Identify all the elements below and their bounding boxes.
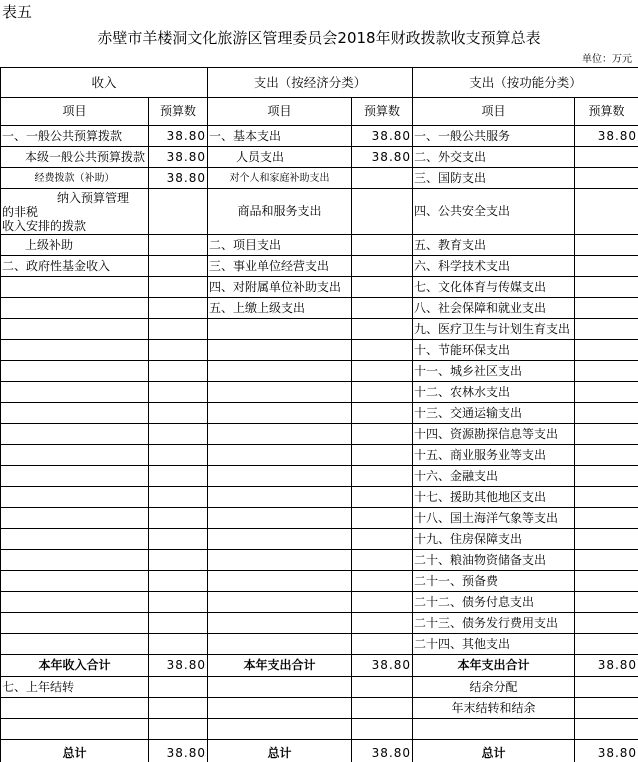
- income-budget: [149, 445, 208, 466]
- table-row: [1, 168, 638, 189]
- econ-budget: [352, 592, 413, 613]
- spacer-row: [1, 719, 638, 740]
- col-item-header: 项目: [413, 98, 575, 126]
- econ-budget: [352, 340, 413, 361]
- budget-table: [0, 67, 638, 762]
- econ-item: [208, 445, 352, 466]
- table-row: [1, 403, 638, 424]
- func-budget: [575, 508, 638, 529]
- income-item: [1, 340, 149, 361]
- income-budget: [149, 319, 208, 340]
- income-budget: [149, 189, 208, 235]
- income-item: [1, 466, 149, 487]
- func-item: 二十二、债务付息支出: [413, 592, 575, 613]
- income-item: [1, 445, 149, 466]
- func-item: 十六、金融支出: [413, 466, 575, 487]
- empty-cell: [208, 677, 352, 698]
- econ-item: [208, 487, 352, 508]
- income-item: [1, 382, 149, 403]
- grand-total-value: 38.80: [352, 740, 413, 762]
- empty-cell: [1, 719, 149, 740]
- econ-item: [208, 382, 352, 403]
- func-item: 二、外交支出: [413, 147, 575, 168]
- table-row: [1, 235, 638, 256]
- func-budget: [575, 147, 638, 168]
- table-row: [1, 445, 638, 466]
- table-row: [1, 147, 638, 168]
- econ-item: 人员支出: [208, 147, 352, 168]
- func-budget: [575, 613, 638, 634]
- table-row: [1, 571, 638, 592]
- section-header-row: [1, 68, 638, 98]
- func-budget: [575, 466, 638, 487]
- income-item: 经费拨款（补助）: [1, 168, 149, 189]
- col-budget-header: 预算数: [149, 98, 208, 126]
- econ-budget: [352, 361, 413, 382]
- econ-item: [208, 571, 352, 592]
- empty-cell: [413, 719, 575, 740]
- income-item: [1, 403, 149, 424]
- func-item: 十四、资源勘探信息等支出: [413, 424, 575, 445]
- func-budget: 38.80: [575, 126, 638, 147]
- econ-budget: [352, 256, 413, 277]
- year-end-carry: 年末结转和结余: [413, 698, 575, 719]
- func-item: 六、科学技术支出: [413, 256, 575, 277]
- empty-cell: [149, 719, 208, 740]
- income-item-line: 收入安排的拨款: [2, 219, 87, 233]
- table-row: [1, 319, 638, 340]
- func-item: 十一、城乡社区支出: [413, 361, 575, 382]
- table-row: [1, 529, 638, 550]
- econ-budget: [352, 634, 413, 655]
- econ-budget: [352, 424, 413, 445]
- econ-budget: [352, 277, 413, 298]
- expense-total-value: 38.80: [352, 655, 413, 677]
- income-item: 本级一般公共预算拨款: [1, 147, 149, 168]
- econ-item: [208, 361, 352, 382]
- func-budget: [575, 256, 638, 277]
- income-budget: [149, 298, 208, 319]
- empty-cell: [149, 677, 208, 698]
- econ-item: 四、对附属单位补助支出: [208, 277, 352, 298]
- func-budget: [575, 592, 638, 613]
- econ-item: [208, 340, 352, 361]
- income-total-label: 本年收入合计: [1, 655, 149, 677]
- econ-budget: [352, 168, 413, 189]
- income-budget: [149, 508, 208, 529]
- func-budget: [575, 529, 638, 550]
- func-item: 三、国防支出: [413, 168, 575, 189]
- func-item: 四、公共安全支出: [413, 189, 575, 235]
- income-budget: 38.80: [149, 168, 208, 189]
- expense-total-label: 本年支出合计: [208, 655, 352, 677]
- grand-total-value: 38.80: [575, 740, 638, 762]
- func-item: 二十、粮油物资储备支出: [413, 550, 575, 571]
- func-item: 一、一般公共服务: [413, 126, 575, 147]
- econ-budget: [352, 235, 413, 256]
- income-item: 二、政府性基金收入: [1, 256, 149, 277]
- income-header: 收入: [1, 68, 208, 98]
- econ-item: [208, 529, 352, 550]
- econ-budget: [352, 298, 413, 319]
- income-item: [1, 529, 149, 550]
- econ-budget: [352, 382, 413, 403]
- table-row: [1, 613, 638, 634]
- col-budget-header: 预算数: [352, 98, 413, 126]
- empty-cell: [352, 698, 413, 719]
- totals-row: [1, 655, 638, 677]
- econ-item: [208, 613, 352, 634]
- func-item: 二十一、预备费: [413, 571, 575, 592]
- func-budget: [575, 424, 638, 445]
- income-budget: [149, 550, 208, 571]
- econ-budget: [352, 319, 413, 340]
- income-budget: 38.80: [149, 126, 208, 147]
- econ-item: 二、项目支出: [208, 235, 352, 256]
- income-item-line: 的非税: [2, 205, 39, 219]
- table-row: [1, 189, 638, 235]
- income-item: [1, 571, 149, 592]
- func-budget: [575, 487, 638, 508]
- page-title: 赤壁市羊楼洞文化旅游区管理委员会2018年财政拨款收支预算总表: [97, 29, 541, 47]
- empty-cell: [575, 719, 638, 740]
- carry-row: [1, 698, 638, 719]
- grand-total-label: 总计: [208, 740, 352, 762]
- econ-item: [208, 319, 352, 340]
- income-budget: [149, 613, 208, 634]
- table-row: [1, 487, 638, 508]
- income-budget: [149, 634, 208, 655]
- func-item: 二十三、债务发行费用支出: [413, 613, 575, 634]
- func-item: 八、社会保障和就业支出: [413, 298, 575, 319]
- table-row: [1, 382, 638, 403]
- income-budget: [149, 571, 208, 592]
- income-item: [1, 298, 149, 319]
- econ-budget: [352, 487, 413, 508]
- econ-item: [208, 508, 352, 529]
- table-row: [1, 508, 638, 529]
- func-item: 五、教育支出: [413, 235, 575, 256]
- econ-budget: [352, 466, 413, 487]
- income-item: [1, 319, 149, 340]
- empty-cell: [575, 698, 638, 719]
- table-number: 表五: [2, 3, 33, 21]
- income-item: [1, 189, 149, 235]
- econ-item: [208, 592, 352, 613]
- econ-item: [208, 403, 352, 424]
- econ-item: 五、上缴上级支出: [208, 298, 352, 319]
- func-item: 十九、住房保障支出: [413, 529, 575, 550]
- income-budget: [149, 361, 208, 382]
- expense-econ-header: 支出（按经济分类）: [208, 68, 413, 98]
- func-item: 十二、农林水支出: [413, 382, 575, 403]
- table-row: [1, 126, 638, 147]
- income-budget: [149, 340, 208, 361]
- table-row: [1, 298, 638, 319]
- empty-cell: [352, 719, 413, 740]
- func-item: 十、节能环保支出: [413, 340, 575, 361]
- grand-total-value: 38.80: [149, 740, 208, 762]
- econ-budget: 38.80: [352, 147, 413, 168]
- income-budget: [149, 403, 208, 424]
- func-budget: [575, 277, 638, 298]
- econ-budget: [352, 613, 413, 634]
- econ-budget: [352, 508, 413, 529]
- grand-total-row: [1, 740, 638, 762]
- col-budget-header: 预算数: [575, 98, 638, 126]
- func-budget: [575, 340, 638, 361]
- func-budget: [575, 235, 638, 256]
- econ-budget: 38.80: [352, 126, 413, 147]
- empty-cell: [208, 698, 352, 719]
- func-item: 十三、交通运输支出: [413, 403, 575, 424]
- econ-item: [208, 466, 352, 487]
- surplus-distribution: 结余分配: [413, 677, 575, 698]
- grand-total-label: 总计: [413, 740, 575, 762]
- unit-label: 单位：万元: [582, 54, 632, 65]
- empty-cell: [352, 677, 413, 698]
- income-budget: [149, 256, 208, 277]
- econ-budget: [352, 403, 413, 424]
- income-budget: [149, 424, 208, 445]
- func-budget: [575, 168, 638, 189]
- column-header-row: [1, 98, 638, 126]
- expense-func-header: 支出（按功能分类）: [413, 68, 638, 98]
- table-row: [1, 634, 638, 655]
- income-item: [1, 487, 149, 508]
- func-item: 七、文化体育与传媒支出: [413, 277, 575, 298]
- econ-item: [208, 550, 352, 571]
- func-item: 十七、援助其他地区支出: [413, 487, 575, 508]
- table-row: [1, 550, 638, 571]
- func-budget: [575, 445, 638, 466]
- income-budget: [149, 466, 208, 487]
- income-item: [1, 634, 149, 655]
- income-budget: [149, 235, 208, 256]
- econ-budget: [352, 189, 413, 235]
- empty-cell: [1, 698, 149, 719]
- income-item: [1, 361, 149, 382]
- func-budget: [575, 550, 638, 571]
- grand-total-label: 总计: [1, 740, 149, 762]
- func-total-value: 38.80: [575, 655, 638, 677]
- econ-budget: [352, 529, 413, 550]
- col-item-header: 项目: [208, 98, 352, 126]
- func-budget: [575, 571, 638, 592]
- table-row: [1, 466, 638, 487]
- func-item: 十五、商业服务业等支出: [413, 445, 575, 466]
- table-row: [1, 361, 638, 382]
- income-budget: [149, 487, 208, 508]
- econ-budget: [352, 571, 413, 592]
- empty-cell: [208, 719, 352, 740]
- income-budget: [149, 592, 208, 613]
- table-row: [1, 277, 638, 298]
- econ-item: [208, 634, 352, 655]
- econ-item: 一、基本支出: [208, 126, 352, 147]
- empty-cell: [575, 677, 638, 698]
- func-budget: [575, 361, 638, 382]
- income-item: [1, 613, 149, 634]
- econ-item: 三、事业单位经营支出: [208, 256, 352, 277]
- income-item-line: 纳入预算管理: [57, 191, 130, 205]
- econ-item: 对个人和家庭补助支出: [208, 168, 352, 189]
- income-item: [1, 424, 149, 445]
- table-row: [1, 256, 638, 277]
- income-item: 上级补助: [1, 235, 149, 256]
- income-item: [1, 592, 149, 613]
- func-budget: [575, 634, 638, 655]
- func-budget: [575, 189, 638, 235]
- func-budget: [575, 298, 638, 319]
- econ-item: 商品和服务支出: [208, 189, 352, 235]
- income-budget: 38.80: [149, 147, 208, 168]
- income-item: [1, 550, 149, 571]
- income-budget: [149, 382, 208, 403]
- func-item: 二十四、其他支出: [413, 634, 575, 655]
- income-budget: [149, 277, 208, 298]
- table-row: [1, 424, 638, 445]
- col-item-header: 项目: [1, 98, 149, 126]
- income-total-value: 38.80: [149, 655, 208, 677]
- func-item: 十八、国土海洋气象等支出: [413, 508, 575, 529]
- func-budget: [575, 319, 638, 340]
- econ-item: [208, 424, 352, 445]
- income-item: 一、一般公共预算拨款: [1, 126, 149, 147]
- carry-row: [1, 677, 638, 698]
- func-item: 九、医疗卫生与计划生育支出: [413, 319, 575, 340]
- func-budget: [575, 403, 638, 424]
- income-budget: [149, 529, 208, 550]
- func-budget: [575, 382, 638, 403]
- income-item: [1, 508, 149, 529]
- func-total-label: 本年支出合计: [413, 655, 575, 677]
- income-item: [1, 277, 149, 298]
- last-year-carry: 七、上年结转: [1, 677, 149, 698]
- econ-budget: [352, 550, 413, 571]
- empty-cell: [149, 698, 208, 719]
- econ-budget: [352, 445, 413, 466]
- table-row: [1, 592, 638, 613]
- table-row: [1, 340, 638, 361]
